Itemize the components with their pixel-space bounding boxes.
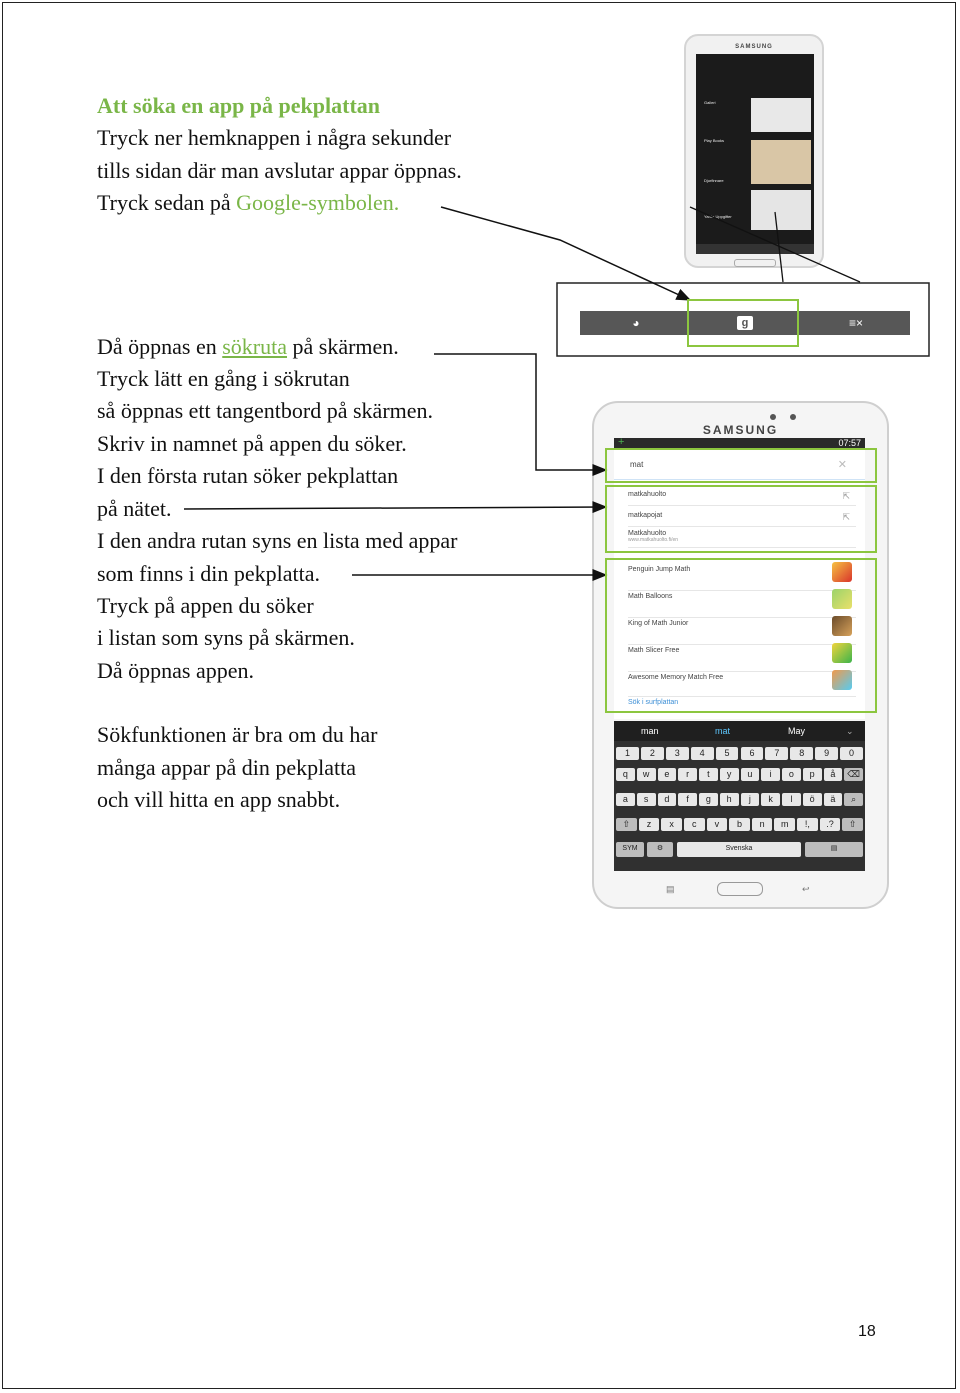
result-url: www.matkahuolto.fi/en — [628, 537, 679, 543]
key[interactable]: y — [720, 768, 739, 781]
key[interactable]: 9 — [815, 747, 838, 760]
app-name: Penguin Jump Math — [628, 566, 691, 573]
settings-icon[interactable]: ⚙ — [647, 842, 673, 857]
back-icon[interactable]: ↩ — [802, 884, 810, 894]
menu-icon[interactable]: ▤ — [666, 884, 675, 894]
sokruta-link: sökruta — [222, 334, 288, 359]
key[interactable]: c — [684, 818, 705, 831]
suggestion-may[interactable]: May — [788, 726, 806, 736]
key[interactable]: ö — [803, 793, 822, 806]
key[interactable]: j — [741, 793, 760, 806]
key[interactable]: a — [616, 793, 635, 806]
google-icon[interactable]: g — [737, 316, 753, 330]
zoom-line — [690, 207, 860, 282]
key[interactable]: ⌫ — [844, 768, 863, 781]
suggestion-mat[interactable]: mat — [715, 726, 731, 736]
recent-app-label: Play Books — [704, 138, 725, 143]
key[interactable]: z — [639, 818, 660, 831]
key[interactable]: m — [774, 818, 795, 831]
instruction-line: Tryck lätt en gång i sökrutan — [97, 366, 350, 391]
key[interactable]: ⇧ — [842, 818, 863, 831]
key[interactable]: 8 — [790, 747, 813, 760]
clock: 07:57 — [838, 438, 861, 448]
key[interactable]: 1 — [616, 747, 639, 760]
space-key[interactable]: Svenska — [677, 842, 801, 857]
pie-chart-icon[interactable]: ◕ — [632, 316, 640, 330]
key[interactable]: !, — [797, 818, 818, 831]
key[interactable]: 3 — [666, 747, 689, 760]
clear-all-icon[interactable]: ≡× — [848, 316, 863, 330]
search-field-arrow — [434, 354, 606, 470]
key[interactable]: s — [637, 793, 656, 806]
sym-key[interactable]: SYM — [616, 842, 644, 857]
key[interactable]: i — [761, 768, 780, 781]
key[interactable]: 0 — [840, 747, 863, 760]
key[interactable]: ä — [824, 793, 843, 806]
app-name: King of Math Junior — [628, 620, 689, 627]
clipboard-icon[interactable]: ▤ — [805, 842, 863, 857]
key[interactable]: 2 — [641, 747, 664, 760]
instruction-line: så öppnas ett tangentbord på skärmen. — [97, 398, 434, 423]
app-name: Math Slicer Free — [628, 647, 680, 654]
key[interactable]: 5 — [716, 747, 739, 760]
insert-arrow-icon[interactable]: ⇱ — [842, 491, 850, 501]
key[interactable]: l — [782, 793, 801, 806]
recent-app-label: Djurfinnare — [704, 178, 724, 183]
key[interactable]: o — [782, 768, 801, 781]
key[interactable]: g — [699, 793, 718, 806]
brand-logo: SAMSUNG — [735, 44, 773, 50]
plus-icon: + — [618, 436, 625, 448]
instruction-line: i listan som syns på skärmen. — [97, 625, 355, 650]
web-results-arrow — [184, 507, 606, 509]
section-title: Att söka en app på pekplattan — [97, 93, 381, 118]
instruction-line: tills sidan där man avslutar appar öppnas. — [97, 158, 462, 183]
suggestion-man[interactable]: man — [641, 726, 659, 736]
google-highlight-box — [688, 300, 798, 346]
key[interactable]: 4 — [691, 747, 714, 760]
instruction-line: Tryck ner hemknappen i några sekunder — [97, 125, 452, 150]
recent-app-label: Galleri — [704, 100, 716, 105]
apps-highlight-box — [606, 559, 876, 712]
key[interactable]: n — [752, 818, 773, 831]
instruction-line: och vill hitta en app snabbt. — [97, 787, 341, 812]
search-device-link[interactable]: Sök i surfplattan — [628, 699, 679, 706]
google-symbol-link: Google-symbolen. — [236, 190, 400, 215]
key[interactable]: v — [707, 818, 728, 831]
instruction-line: på nätet. — [97, 496, 172, 521]
result-title: Matkahuolto — [628, 530, 667, 537]
instruction-line: många appar på din pekplatta — [97, 755, 357, 780]
key[interactable]: p — [803, 768, 822, 781]
chevron-down-icon[interactable]: ⌄ — [846, 726, 854, 736]
clear-icon[interactable]: ✕ — [837, 459, 847, 471]
instruction-text: Då öppnas en — [97, 334, 223, 359]
app-name: Math Balloons — [628, 593, 673, 600]
key[interactable]: f — [678, 793, 697, 806]
instruction-text: på skärmen. — [287, 334, 399, 359]
search-highlight-box — [606, 449, 876, 482]
key[interactable]: d — [658, 793, 677, 806]
instruction-line: Skriv in namnet på appen du söker. — [97, 431, 407, 456]
instruction-line: Då öppnas appen. — [97, 658, 255, 683]
instruction-line: som finns i din pekplatta. — [97, 561, 321, 586]
page-number: 18 — [858, 1323, 876, 1340]
brand-logo: SAMSUNG — [702, 423, 779, 437]
key[interactable]: ⇧ — [616, 818, 637, 831]
recent-app-label: Yarda Uppgifter — [704, 214, 732, 219]
instruction-line: I den första rutan söker pekplattan — [97, 463, 399, 488]
key[interactable]: b — [729, 818, 750, 831]
instruction-line: I den andra rutan syns en lista med appar — [97, 528, 458, 553]
key[interactable]: 6 — [741, 747, 764, 760]
key[interactable]: h — [720, 793, 739, 806]
instruction-text: Tryck sedan på — [97, 190, 237, 215]
key[interactable]: 7 — [765, 747, 788, 760]
key[interactable]: r — [678, 768, 697, 781]
insert-arrow-icon[interactable]: ⇱ — [842, 512, 850, 522]
web-highlight-box — [606, 486, 876, 552]
google-pointer-arrow — [441, 207, 690, 300]
key[interactable]: å — [824, 768, 843, 781]
instruction-line: Sökfunktionen är bra om du har — [97, 722, 378, 747]
key[interactable]: w — [637, 768, 656, 781]
search-value: mat — [630, 460, 644, 469]
instruction-line: Tryck på appen du söker — [97, 593, 314, 618]
key[interactable]: ⌕ — [844, 793, 863, 806]
app-name: Awesome Memory Match Free — [628, 674, 724, 681]
key[interactable]: .? — [820, 818, 841, 831]
key[interactable]: q — [616, 768, 635, 781]
key[interactable]: t — [699, 768, 718, 781]
key[interactable]: u — [741, 768, 760, 781]
suggestion-text: matkapojat — [628, 512, 663, 519]
key[interactable]: k — [761, 793, 780, 806]
key[interactable]: e — [658, 768, 677, 781]
key[interactable]: x — [661, 818, 682, 831]
suggestion-text: matkahuolto — [628, 491, 667, 498]
